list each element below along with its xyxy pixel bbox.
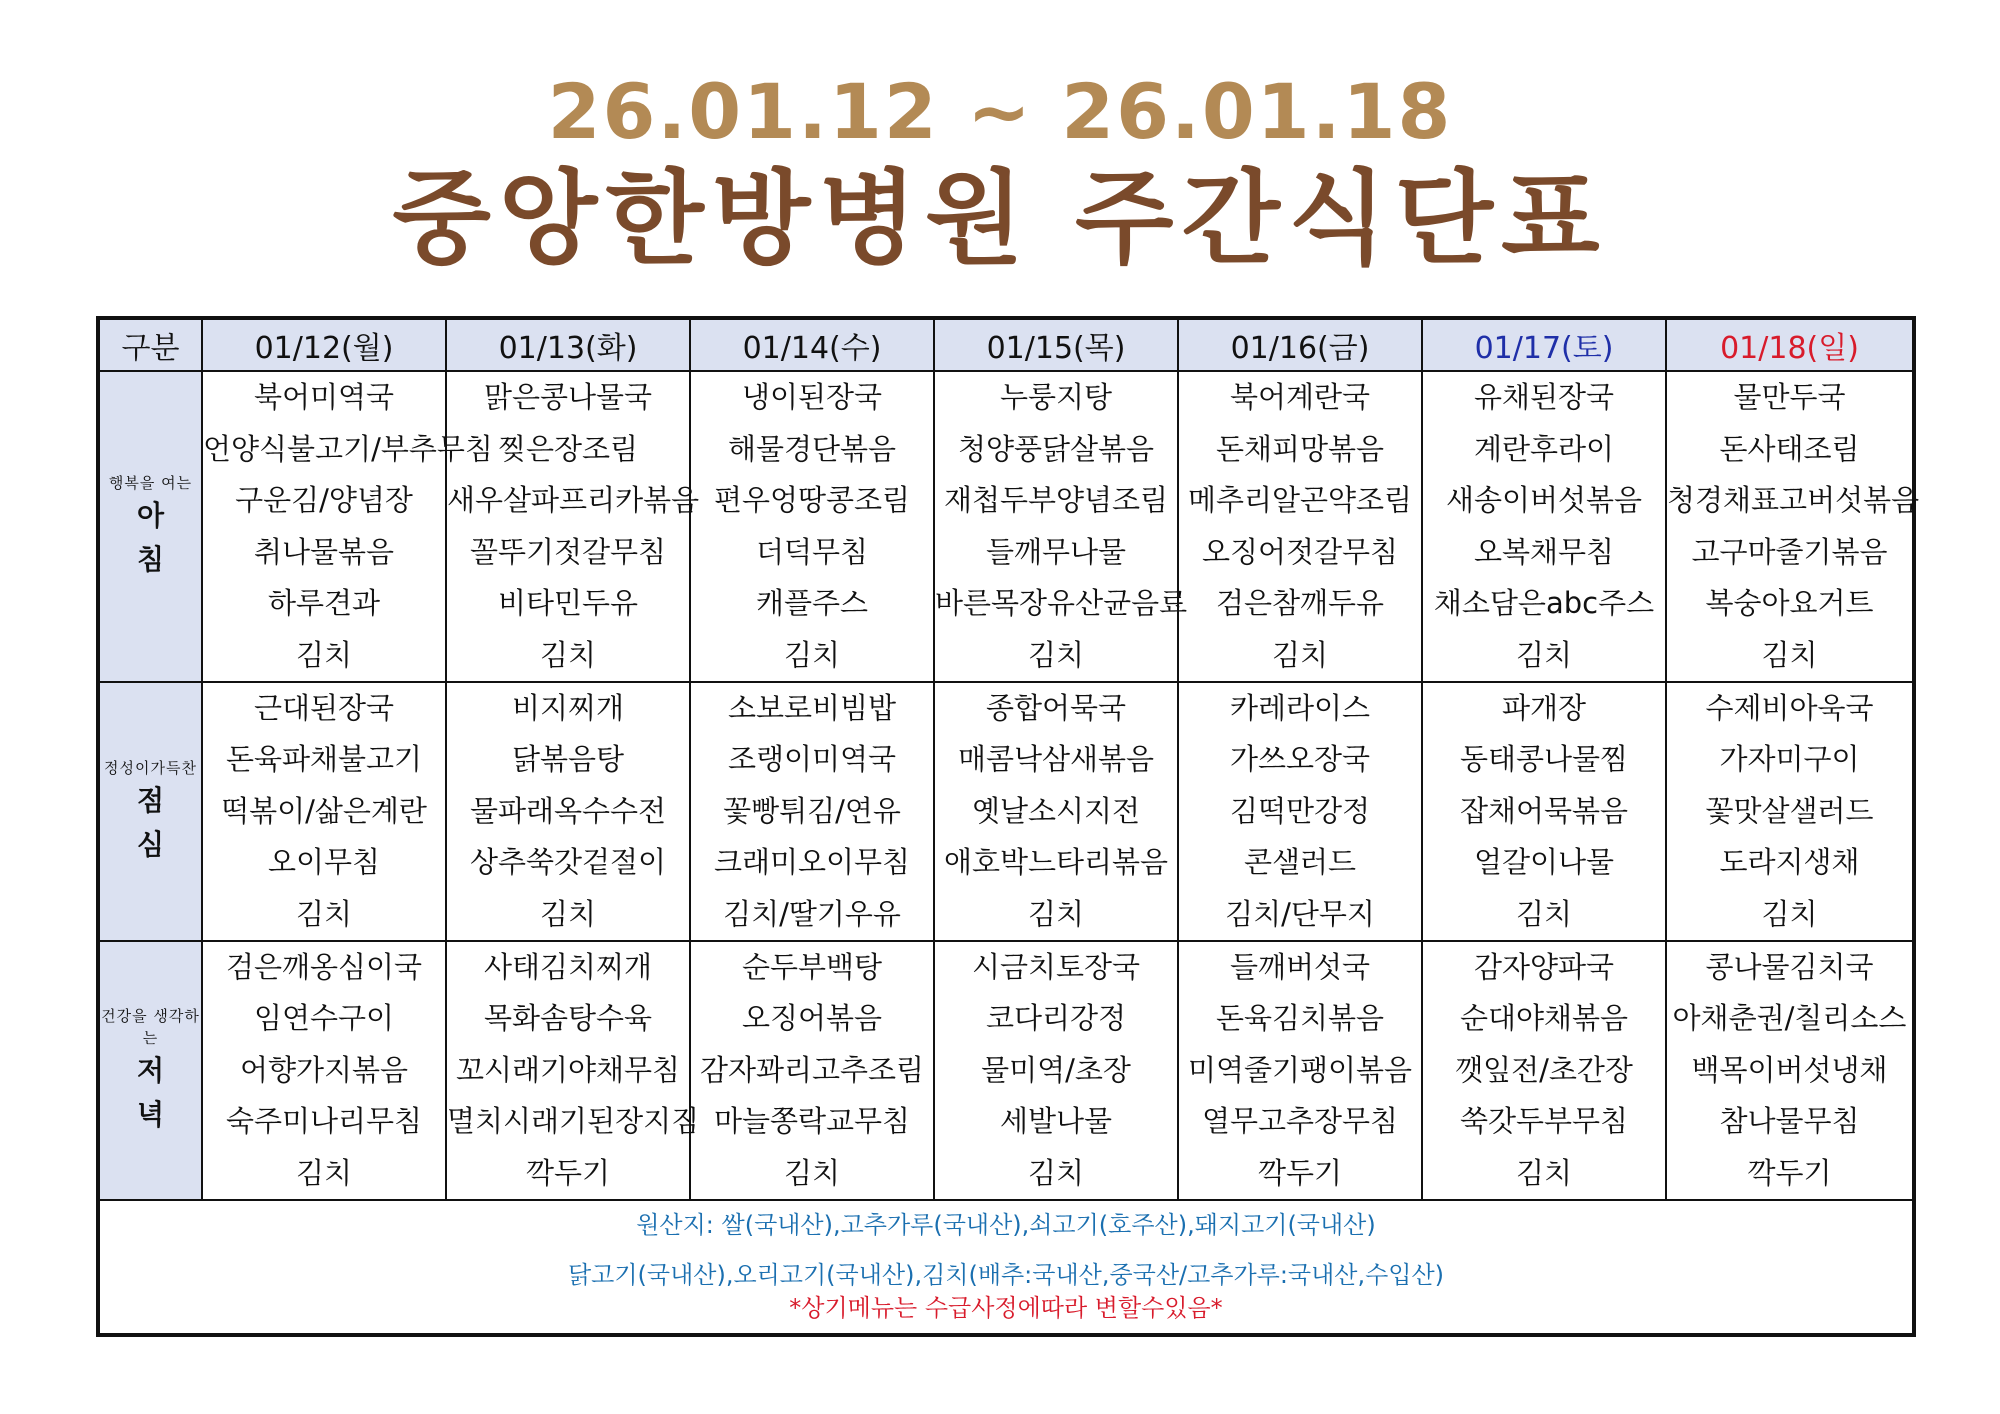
menu-item: 미역줄기팽이볶음	[1187, 1052, 1413, 1087]
date-range: 26.01.12 ~ 26.01.18	[547, 67, 1453, 156]
menu-item: 김치	[1761, 896, 1818, 931]
lunch-subtitle: 정성이가득찬	[104, 758, 197, 777]
menu-item: 새송이버섯볶음	[1445, 483, 1643, 517]
menu-item: 김치	[295, 896, 353, 931]
menu-item: 김치	[783, 637, 841, 672]
menu-item: 해물경단볶음	[727, 431, 897, 466]
breakfast-subtitle: 행복을 여는	[108, 473, 193, 492]
breakfast-label	[98, 371, 202, 682]
menu-item: 순대야채볶음	[1459, 1001, 1629, 1036]
menu-item: 시금치토장국	[971, 950, 1141, 985]
origin-line-2: 닭고기(국내산),오리고기(국내산),김치(배추:국내산,중국산/고추가루:국내산,수입산)	[567, 1261, 1445, 1290]
menu-item: 잡채어묵볶음	[1459, 793, 1629, 828]
menu-cell	[934, 941, 1178, 1200]
menu-cell	[1178, 371, 1422, 682]
lunch-row	[98, 682, 1914, 941]
breakfast-row	[98, 371, 1914, 682]
menu-item: 청양풍닭살볶음	[957, 431, 1155, 466]
menu-item: 김치	[539, 896, 597, 931]
menu-item: 김치	[1271, 637, 1329, 672]
menu-item: 오이무침	[267, 845, 381, 880]
menu-item: 도라지생채	[1719, 845, 1860, 880]
menu-cell	[1422, 371, 1666, 682]
menu-item: 메추리알곤약조림	[1187, 483, 1413, 517]
menu-item: 어향가지볶음	[239, 1052, 409, 1087]
menu-item: 김치/단무지	[1225, 896, 1375, 931]
menu-item: 재첩두부양념조림	[943, 483, 1169, 517]
day-header-wed: 01/14(수)	[690, 318, 934, 371]
menu-item: 찢은장조림	[497, 431, 639, 466]
menu-item: 깍두기	[1257, 1155, 1343, 1190]
menu-cell	[690, 682, 934, 941]
menu-item: 오복채무침	[1473, 534, 1615, 569]
menu-cell	[690, 941, 934, 1200]
menu-item: 김치	[295, 637, 353, 672]
menu-item: 비타민두유	[497, 586, 639, 620]
menu-item: 가자미구이	[1719, 742, 1860, 777]
menu-item: 언양식불고기/부추무침	[203, 431, 493, 466]
menu-item: 매콤낙삼새볶음	[957, 742, 1155, 777]
menu-item: 물만두국	[1733, 380, 1846, 414]
dinner-row	[98, 941, 1914, 1200]
menu-item: 옛날소시지전	[971, 793, 1141, 828]
menu-item: 상추쑥갓겉절이	[469, 845, 667, 880]
lunch-label	[98, 682, 202, 941]
menu-item: 임연수구이	[253, 1001, 395, 1036]
menu-item: 고구마줄기볶음	[1691, 534, 1888, 569]
menu-item: 캐플주스	[755, 586, 869, 620]
menu-item: 종합어묵국	[985, 691, 1127, 725]
menu-item: 꼴뚜기젓갈무침	[469, 534, 667, 569]
dinner-subtitle: 건강을 생각하는	[101, 1006, 200, 1047]
menu-item: 감자꽈리고추조림	[699, 1052, 925, 1087]
menu-item: 냉이된장국	[741, 380, 883, 414]
day-header-tue: 01/13(화)	[446, 318, 690, 371]
menu-item: 맑은콩나물국	[483, 380, 653, 414]
day-header-mon: 01/12(월)	[202, 318, 446, 371]
menu-item: 오징어볶음	[741, 1001, 883, 1036]
menu-cell	[202, 941, 446, 1200]
menu-change-notice: *상기메뉴는 수급사정에따라 변할수있음*	[789, 1294, 1223, 1323]
menu-item: 콘샐러드	[1243, 845, 1357, 880]
menu-item: 복숭아요거트	[1705, 586, 1874, 620]
menu-cell	[446, 371, 700, 682]
menu-item: 애호박느타리볶음	[943, 845, 1169, 880]
day-header-thu: 01/15(목)	[934, 318, 1178, 371]
menu-item: 깍두기	[525, 1155, 611, 1190]
footer-row	[98, 1200, 1914, 1335]
menu-cell	[690, 371, 934, 682]
menu-cell	[1178, 941, 1422, 1200]
menu-cell	[1666, 682, 1914, 941]
dinner-name: 저 녁	[136, 1053, 183, 1131]
menu-item: 돈육파채불고기	[225, 742, 423, 777]
menu-item: 백목이버섯냉채	[1691, 1052, 1888, 1087]
menu-item: 김치	[1515, 896, 1573, 931]
menu-item: 카레라이스	[1229, 691, 1371, 725]
menu-item: 열무고추장무침	[1201, 1104, 1399, 1139]
menu-item: 깍두기	[1747, 1155, 1832, 1190]
menu-item: 청경채표고버섯볶음	[1667, 483, 1920, 517]
menu-item: 누룽지탕	[999, 380, 1113, 414]
menu-cell	[934, 371, 1188, 682]
menu-item: 근대된장국	[253, 691, 395, 725]
dinner-label	[98, 941, 202, 1200]
menu-item: 들깨버섯국	[1229, 950, 1371, 985]
origin-info	[98, 1200, 1914, 1335]
menu-item: 숙주미나리무침	[225, 1104, 423, 1139]
breakfast-name: 아 침	[136, 498, 183, 576]
day-header-fri: 01/16(금)	[1178, 318, 1422, 371]
menu-item: 김치	[1515, 1155, 1573, 1190]
menu-item: 수제비아욱국	[1705, 691, 1874, 725]
menu-item: 하루견과	[267, 586, 381, 620]
menu-item: 가쓰오장국	[1229, 742, 1371, 777]
origin-line-1: 원산지: 쌀(국내산),고추가루(국내산),쇠고기(호주산),돼지고기(국내산)	[636, 1211, 1376, 1240]
menu-item: 멸치시래기된장지짐	[447, 1104, 700, 1139]
menu-item: 크래미오이무침	[713, 845, 911, 880]
menu-item: 김치	[1027, 637, 1085, 672]
menu-item: 북어계란국	[1229, 380, 1371, 414]
menu-item: 꽃빵튀김/연유	[723, 793, 901, 828]
menu-item: 김치	[1027, 1155, 1085, 1190]
menu-item: 콩나물김치국	[1705, 950, 1874, 985]
page-title: 중앙한방병원 주간식단표	[392, 160, 1608, 279]
menu-item: 참나물무침	[1719, 1104, 1860, 1139]
category-header: 구분	[98, 318, 202, 371]
menu-item: 얼갈이나물	[1473, 845, 1615, 880]
menu-item: 김치	[1515, 637, 1573, 672]
menu-item: 감자양파국	[1473, 950, 1615, 985]
menu-item: 파개장	[1501, 691, 1587, 725]
menu-item: 물미역/초장	[981, 1052, 1131, 1087]
menu-item: 김치	[783, 1155, 841, 1190]
menu-item: 순두부백탕	[741, 950, 883, 985]
menu-item: 채소담은abc주스	[1433, 586, 1655, 620]
menu-item: 동태콩나물찜	[1459, 742, 1629, 777]
menu-cell	[1422, 941, 1666, 1200]
menu-cell	[446, 941, 700, 1200]
menu-item: 쑥갓두부무침	[1459, 1104, 1629, 1139]
menu-item: 더덕무침	[755, 534, 869, 569]
menu-item: 조랭이미역국	[727, 742, 897, 777]
menu-item: 마늘쫑락교무침	[713, 1104, 911, 1139]
menu-item: 물파래옥수수전	[469, 793, 667, 828]
menu-item: 돈채피망볶음	[1215, 431, 1385, 466]
menu-item: 새우살파프리카볶음	[447, 483, 700, 517]
menu-cell	[202, 682, 446, 941]
menu-item: 바른목장유산균음료	[935, 586, 1188, 620]
menu-cell	[202, 371, 493, 682]
menu-item: 사태김치찌개	[483, 950, 653, 985]
menu-item: 검은참깨두유	[1215, 586, 1385, 620]
menu-item: 유채된장국	[1473, 380, 1615, 414]
menu-item: 돈사태조림	[1719, 431, 1860, 466]
menu-item: 목화솜탕수육	[483, 1001, 653, 1036]
menu-item: 세발나물	[999, 1104, 1113, 1139]
lunch-name: 점 심	[136, 783, 183, 861]
menu-item: 오징어젓갈무침	[1201, 534, 1399, 569]
menu-cell	[1666, 941, 1914, 1200]
menu-item: 김떡만강정	[1229, 793, 1371, 828]
menu-item: 김치	[1027, 896, 1085, 931]
menu-item: 코다리강정	[985, 1001, 1127, 1036]
menu-item: 편우엉땅콩조림	[713, 483, 911, 517]
menu-item: 구운김/양념장	[235, 483, 413, 517]
menu-item: 깻잎전/초간장	[1455, 1052, 1633, 1087]
weekly-menu-table	[96, 316, 1920, 1337]
menu-item: 김치	[1761, 637, 1818, 672]
menu-item: 돈육김치볶음	[1215, 1001, 1385, 1036]
day-header-sat: 01/17(토)	[1422, 318, 1666, 371]
menu-item: 소보로비빔밥	[727, 691, 897, 725]
menu-item: 비지찌개	[511, 691, 625, 725]
menu-item: 떡볶이/삶은계란	[221, 793, 427, 828]
menu-item: 검은깨옹심이국	[225, 950, 423, 985]
menu-cell	[1422, 682, 1666, 941]
menu-item: 계란후라이	[1473, 431, 1615, 466]
menu-item: 들깨무나물	[985, 534, 1127, 569]
menu-cell	[446, 682, 690, 941]
menu-item: 아채춘권/칠리소스	[1672, 1001, 1907, 1036]
menu-item: 김치	[295, 1155, 353, 1190]
menu-cell	[934, 682, 1178, 941]
menu-item: 취나물볶음	[253, 534, 395, 569]
menu-item: 북어미역국	[253, 380, 395, 414]
menu-cell	[1666, 371, 1920, 682]
day-header-sun: 01/18(일)	[1666, 318, 1914, 371]
menu-item: 김치/딸기우유	[723, 896, 901, 931]
menu-item: 김치	[539, 637, 597, 672]
menu-item: 꼬시래기야채무침	[455, 1052, 681, 1087]
menu-item: 꽃맛살샐러드	[1705, 793, 1874, 828]
menu-item: 닭볶음탕	[511, 742, 625, 777]
day-header-row	[98, 318, 1914, 371]
menu-cell	[1178, 682, 1422, 941]
